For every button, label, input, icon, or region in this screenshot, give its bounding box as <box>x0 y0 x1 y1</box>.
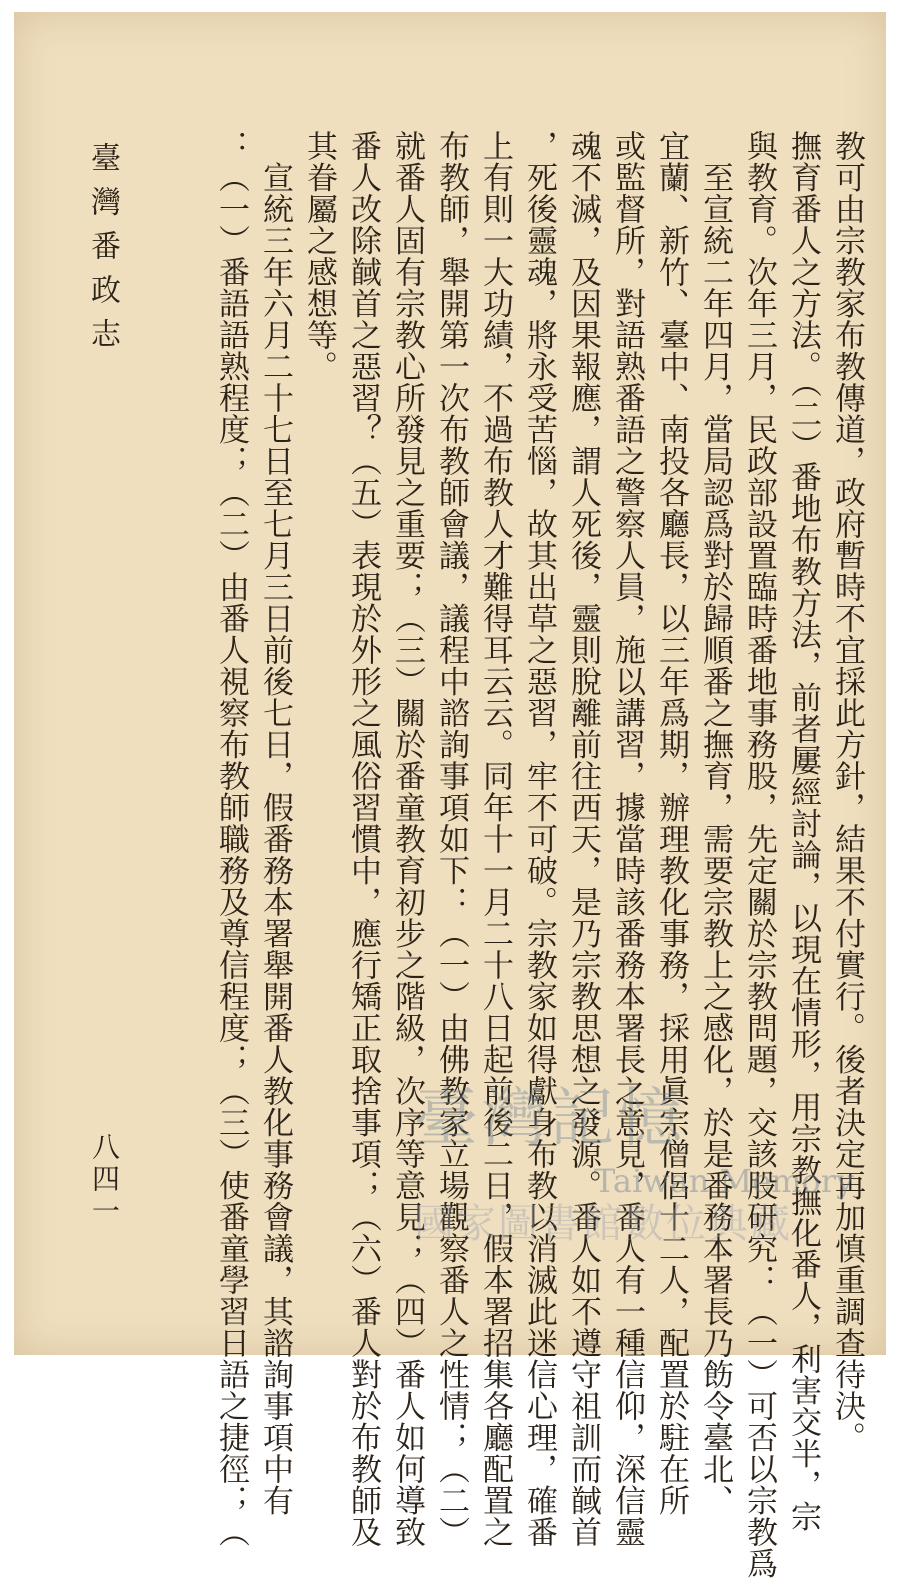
text-column-8: ，死後靈魂，將永受苦惱，故其出草之惡習，牢不可破。宗教家如得獻身布教以消滅此迷信心理，確番 <box>521 130 557 1548</box>
text-column-12: 番人改除馘首之惡習？（五）表現於外形之風俗習慣中，應行矯正取捨事項；（六）番人對於布教師及 <box>345 130 381 1548</box>
text-column-15: ：（一）番語語熟程度；（二）由番人視察布教師職務及尊信程度；（三）使番童學習日語之捷徑；（ <box>213 130 249 1548</box>
text-column-2: 撫育番人之方法。（二）番地布教方法，前者屢經討論，以現在情形，用宗教撫化番人，利害交半，宗 <box>785 130 821 1532</box>
watermark-english-text: Taiwan Memory <box>594 1162 855 1200</box>
text-column-6: 或監督所，對語熟番語之警察人員，施以講習，據當時該番務本署長之意見，番人有一種信仰，深信靈 <box>609 130 645 1548</box>
watermark-caption-text: 國家圖書館數位典藏 <box>414 1201 792 1247</box>
document-page <box>14 12 886 1579</box>
text-column-9: 上有則一大功績，不過布教人才難得耳云云。同年十一月二十八日起前後二日，假本署招集各廳配置之 <box>477 130 513 1548</box>
text-column-4: 至宣統二年四月，當局認爲對於歸順番之撫育，需要宗教上之感化，於是番務本署長乃飭令臺北、 <box>697 130 733 1516</box>
text-column-5: 宜蘭、新竹、臺中、南投各廳長，以三年爲期，辦理教化事務，採用眞宗僧侶十二人，配置於駐在所 <box>653 130 689 1516</box>
watermark-logo-text: 臺灣記憶 <box>414 1082 686 1156</box>
text-column-13: 其眷屬之感想等。 <box>301 130 337 382</box>
text-column-1: 教可由宗教家布教傳道，政府暫時不宜採此方針，結果不付實行。後者決定再加慎重調查待決。 <box>829 130 865 1453</box>
text-column-10: 布教師，舉開第一次布教師會議，議程中諮詢事項如下：（一）由佛教家立場觀察番人之性情；（二） <box>433 130 469 1548</box>
text-column-11: 就番人固有宗教心所發見之重要；（三）關於番童教育初步之階級，次序等意見；（四）番人如何導致 <box>389 130 425 1548</box>
page-number: 八四一 <box>88 1132 121 1228</box>
text-column-14: 宣統三年六月二十七日至七月三日前後七日，假番務本署舉開番人教化事務會議，其諮詢事項中有 <box>257 130 293 1516</box>
text-column-7: 魂不滅，及因果報應，謂人死後，靈則脫離前往西天，是乃宗教思想之發源。番人如不遵守祖訓而馘首 <box>565 130 601 1548</box>
running-header-title: 臺灣番政志 <box>85 142 120 362</box>
text-column-3: 與教育。次年三月，民政部設置臨時番地事務股，先定關於宗教問題，交該股研究：（一）可否以宗教爲 <box>741 130 777 1579</box>
